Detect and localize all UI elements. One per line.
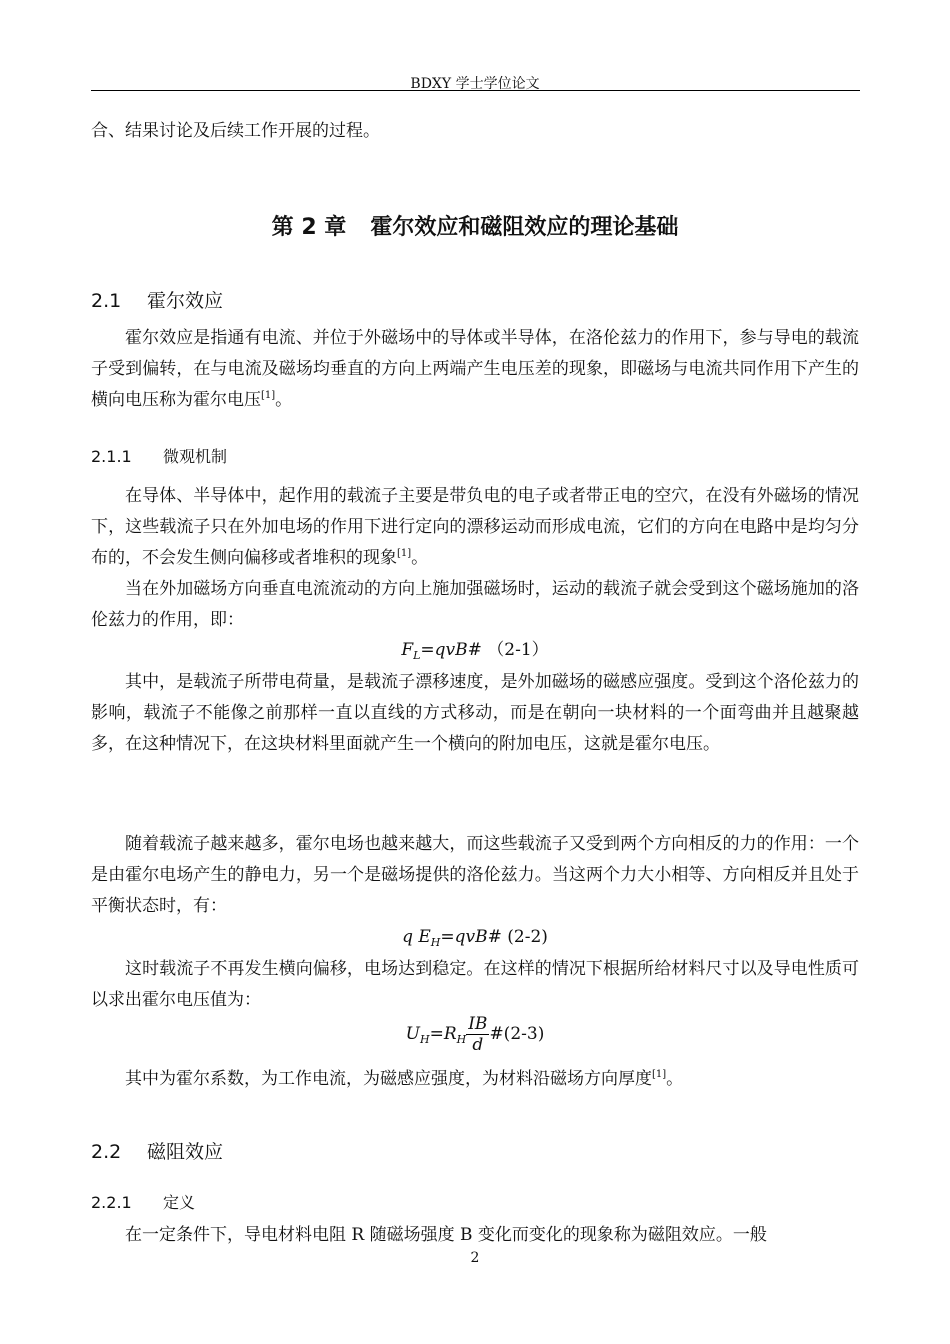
header-rule xyxy=(91,90,860,91)
eq-rhs: =qvB xyxy=(440,927,488,947)
eq-subscript: H xyxy=(456,1033,467,1046)
paragraph-text: 这时载流子不再发生横向偏移，电场达到稳定。在这样的情况下根据所给材料尺寸以及导电性质可以求出霍尔电压值为： xyxy=(91,959,859,1010)
paragraph-magnetoresistance xyxy=(91,1220,859,1251)
section-heading-2-2 xyxy=(91,1137,223,1164)
paragraph-text: 在导体、半导体中，起作用的载流子主要是带负电的电子或者带正电的空穴，在没有外磁场的情况下，这些载流子只在外加电场的作用下进行定向的漂移运动而形成电流，它们的方向在电路中是均匀分布的，不会发生侧向偏移或者堆积的现象 xyxy=(91,486,859,568)
eq-lhs: U xyxy=(405,1024,420,1044)
eq-rhs: =qvB xyxy=(420,640,468,660)
eq-lhs: q E xyxy=(402,927,431,947)
paragraph-symbols xyxy=(91,1064,859,1095)
eq-mid: =R xyxy=(429,1024,457,1044)
running-header: BDXY 学士学位论文 xyxy=(410,76,540,92)
intro-text: 合、结果讨论及后续工作开展的过程。 xyxy=(91,121,380,141)
eq-tag: # (2-2) xyxy=(487,927,548,947)
paragraph-text: 霍尔效应是指通有电流、并位于外磁场中的导体或半导体，在洛伦兹力的作用下，参与导电的载流子受到偏转，在与电流及磁场均垂直的方向上两端产生电压差的现象，即磁场与电流共同作用下产生的横向电压称为霍尔电压 xyxy=(91,328,859,410)
citation: [1] xyxy=(261,390,276,401)
paragraph-hall-definition xyxy=(91,323,859,416)
intro-line xyxy=(91,116,859,147)
chapter-title: 霍尔效应和磁阻效应的理论基础 xyxy=(370,215,679,240)
punct: 。 xyxy=(666,1069,684,1089)
section-title: 霍尔效应 xyxy=(147,290,224,312)
paragraph-text: 随着载流子越来越多，霍尔电场也越来越大，而这些载流子又受到两个方向相反的力的作用：一个是由霍尔电场产生的静电力，另一个是磁场提供的洛伦兹力。当这两个力大小相等、方向相反并且处于平衡状态时，有： xyxy=(91,834,859,916)
section-title: 定义 xyxy=(163,1193,196,1212)
section-number: 2.2.1 xyxy=(91,1193,132,1212)
paragraph-text: 在一定条件下，导电材料电阻 R 随磁场强度 B 变化而变化的现象称为磁阻效应。一般 xyxy=(125,1225,767,1245)
eq-subscript: H xyxy=(430,936,441,949)
paragraph-text: 其中为霍尔系数，为工作电流，为磁感应强度，为材料沿磁场方向厚度 xyxy=(125,1069,652,1089)
equation-2-3 xyxy=(0,1014,950,1055)
section-heading-2-1 xyxy=(91,286,223,313)
chapter-number: 第 2 章 xyxy=(271,215,347,240)
citation: [1] xyxy=(397,548,412,559)
section-heading-2-2-1 xyxy=(91,1190,195,1213)
paragraph-lorentz: 当在外加磁场方向垂直电流流动的方向上施加强磁场时，运动的载流子就会受到这个磁场施加的洛伦兹力的作用，即： xyxy=(91,579,859,630)
page-number: 2 xyxy=(470,1250,480,1266)
eq-numerator: IB xyxy=(468,1014,488,1034)
punct: 。 xyxy=(275,390,293,410)
paragraph-stable xyxy=(91,954,859,1016)
eq-lhs: F xyxy=(401,640,414,660)
eq-tag: #(2-3) xyxy=(489,1024,545,1044)
citation: [1] xyxy=(652,1069,667,1080)
punct: 。 xyxy=(411,548,429,568)
paragraph-explanation xyxy=(91,667,859,760)
eq-subscript: L xyxy=(413,649,421,662)
eq-subscript: H xyxy=(419,1033,430,1046)
section-title: 磁阻效应 xyxy=(147,1141,224,1163)
equation-2-1 xyxy=(0,637,950,669)
eq-fraction xyxy=(466,1014,489,1055)
paragraph-carriers xyxy=(91,481,859,636)
section-number: 2.1 xyxy=(91,290,122,312)
eq-denominator: d xyxy=(472,1035,484,1055)
section-number: 2.1.1 xyxy=(91,447,132,466)
paragraph-equilibrium xyxy=(91,829,859,922)
section-title: 微观机制 xyxy=(163,447,228,466)
eq-tag: # （2-1） xyxy=(467,640,549,660)
section-heading-2-1-1 xyxy=(91,444,227,467)
paragraph-text: 其中，是载流子所带电荷量，是载流子漂移速度，是外加磁场的磁感应强度。受到这个洛伦兹力的影响，载流子不能像之前那样一直以直线的方式移动，而是在朝向一块材料的一个面弯曲并且越聚越多，在这种情况下，在这块材料里面就产生一个横向的附加电压，这就是霍尔电压。 xyxy=(91,672,859,754)
chapter-heading xyxy=(0,210,950,241)
section-number: 2.2 xyxy=(91,1141,122,1163)
equation-2-2 xyxy=(0,924,950,956)
